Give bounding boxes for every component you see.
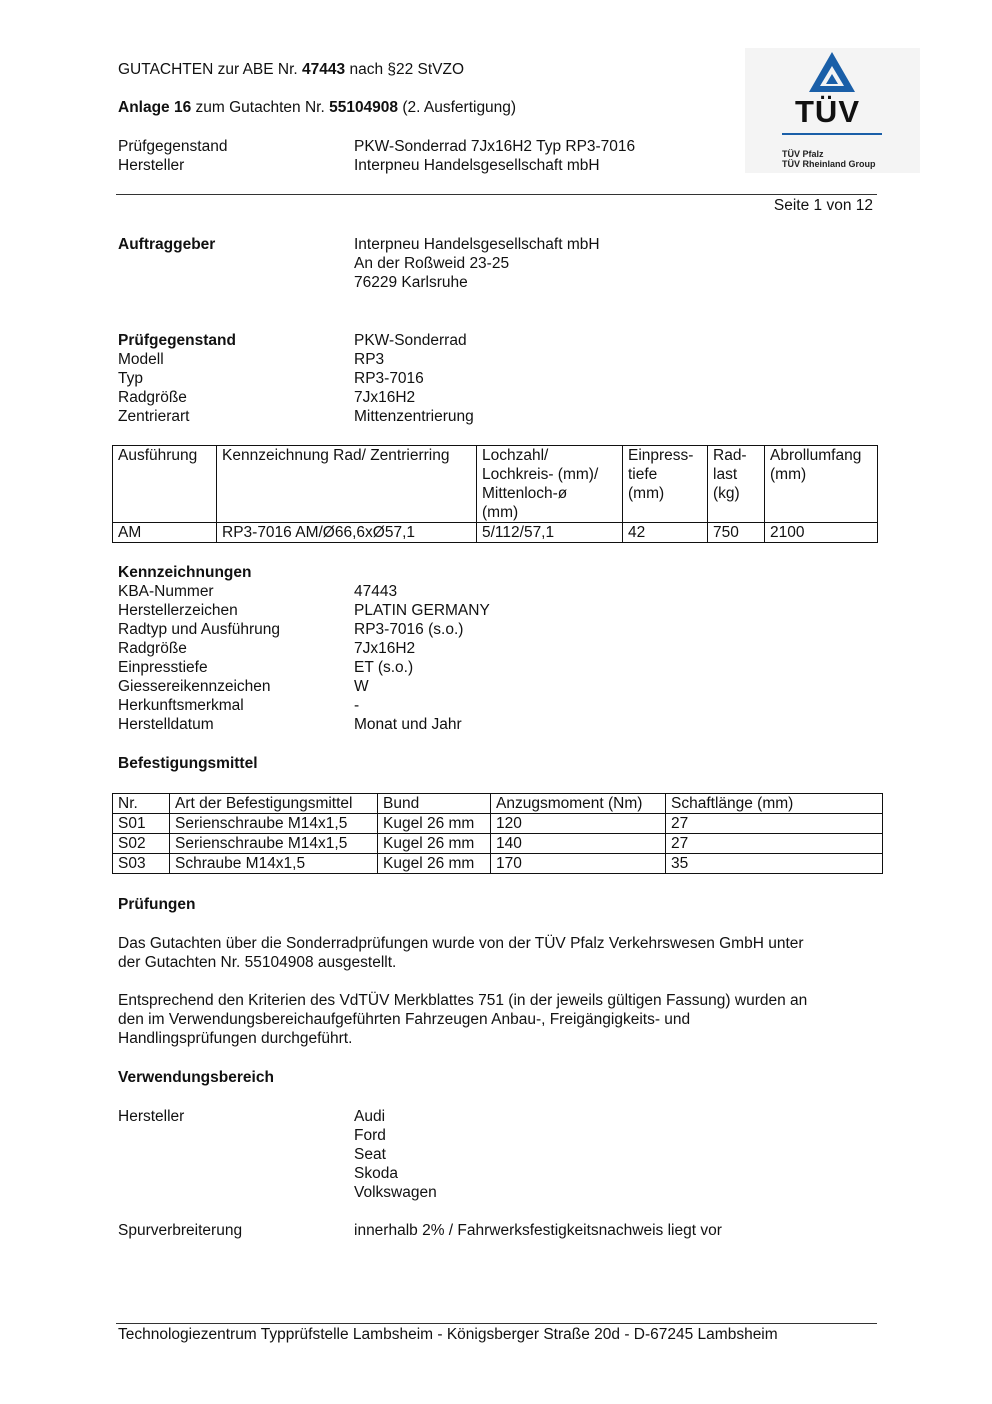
table-cell: 27 — [666, 814, 883, 834]
table-cell: Kugel 26 mm — [378, 834, 491, 854]
table-row — [113, 523, 878, 543]
radtyp-label: Radtyp und Ausführung — [118, 621, 281, 638]
tuev-logo — [745, 48, 920, 173]
table-row — [113, 834, 883, 854]
hersteller-item: Volkswagen — [354, 1184, 437, 1201]
pruefungen-para1-line2: der Gutachten Nr. 55104908 ausgestellt. — [118, 954, 397, 971]
hersteller-value: Interpneu Handelsgesellschaft mbH — [354, 157, 600, 174]
herstelldatum-value: Monat und Jahr — [354, 716, 462, 733]
radgroesse2-label: Radgröße — [118, 640, 187, 657]
table-cell: 42 — [623, 523, 708, 543]
giesserei-label: Giessereikennzeichen — [118, 678, 271, 695]
ausfuehrung-table — [112, 445, 878, 543]
herstellerzeichen-value: PLATIN GERMANY — [354, 602, 490, 619]
kennzeichnungen-heading: Kennzeichnungen — [118, 564, 252, 581]
herkunft-label: Herkunftsmerkmal — [118, 697, 244, 714]
verwendungsbereich-heading: Verwendungsbereich — [118, 1069, 274, 1086]
auftraggeber-line-1: Interpneu Handelsgesellschaft mbH — [354, 236, 600, 253]
radgroesse-label: Radgröße — [118, 389, 187, 406]
pruefgegenstand-heading-value: PKW-Sonderrad — [354, 332, 467, 349]
modell-value: RP3 — [354, 351, 385, 368]
pruefungen-para2-line2: den im Verwendungsbereichaufgeführten Fahrzeugen Anbau-, Freigängigkeits- und — [118, 1011, 691, 1028]
anlage-label: Anlage 16 — [118, 99, 192, 116]
table-cell: 120 — [491, 814, 666, 834]
table-cell: 27 — [666, 834, 883, 854]
table-cell: 5/112/57,1 — [477, 523, 623, 543]
kba-label: KBA-Nummer — [118, 583, 214, 600]
table-row — [113, 814, 883, 834]
table-cell: 140 — [491, 834, 666, 854]
table-cell: S02 — [113, 834, 170, 854]
pruefungen-para2-line3: Handlingsprüfungen durchgeführt. — [118, 1030, 353, 1047]
modell-label: Modell — [118, 351, 164, 368]
tuev-wordmark: TÜV — [795, 94, 860, 129]
hersteller-item: Seat — [354, 1146, 386, 1163]
header-cell: Nr. — [113, 794, 170, 814]
document-title: GUTACHTEN zur ABE Nr. 47443 nach §22 StVZO — [118, 61, 465, 78]
table-cell: Kugel 26 mm — [378, 814, 491, 834]
befestigung-table — [112, 793, 883, 874]
table-cell: 750 — [708, 523, 765, 543]
giesserei-value: W — [354, 678, 369, 695]
table-cell: S01 — [113, 814, 170, 834]
table-cell: Serienschraube M14x1,5 — [170, 814, 378, 834]
table-cell: 35 — [666, 854, 883, 874]
header-cell: Anzugsmoment (Nm) — [491, 794, 666, 814]
herkunft-value: - — [354, 697, 360, 714]
einpresstiefe-value: ET (s.o.) — [354, 659, 414, 676]
auftraggeber-line-3: 76229 Karlsruhe — [354, 274, 468, 291]
hersteller-item: Ford — [354, 1127, 386, 1144]
herstellerzeichen-label: Herstellerzeichen — [118, 602, 238, 619]
auftraggeber-line-2: An der Roßweid 23-25 — [354, 255, 510, 272]
tuev-rheinland: TÜV Rheinland Group — [782, 159, 876, 169]
pruefungen-para1-line1: Das Gutachten über die Sonderradprüfungen wurde von der TÜV Pfalz Verkehrswesen GmbH unter — [118, 935, 804, 952]
zentrierart-label: Zentrierart — [118, 408, 190, 425]
header-cell: Ausführung — [113, 446, 217, 523]
hersteller-item: Audi — [354, 1108, 386, 1125]
table-cell: AM — [113, 523, 217, 543]
hersteller-item: Skoda — [354, 1165, 398, 1182]
footer-divider — [116, 1323, 877, 1324]
header-cell: Kennzeichnung Rad/ Zentrierring — [217, 446, 477, 523]
radtyp-value: RP3-7016 (s.o.) — [354, 621, 464, 638]
header-cell: Lochzahl/ Lochkreis- (mm)/ Mittenloch-ø (mm) — [477, 446, 623, 523]
radgroesse2-value: 7Jx16H2 — [354, 640, 416, 657]
anlage-line: Anlage 16 zum Gutachten Nr. 55104908 (2. Ausfertigung) — [118, 99, 517, 116]
gutachten-number: 55104908 — [329, 99, 399, 116]
einpresstiefe-label: Einpresstiefe — [118, 659, 208, 676]
typ-label: Typ — [118, 370, 143, 387]
pruefgegenstand-heading: Prüfgegenstand — [118, 332, 236, 349]
verwendung-hersteller-label: Hersteller — [118, 1108, 185, 1125]
pruefgegenstand-value: PKW-Sonderrad 7Jx16H2 Typ RP3-7016 — [354, 138, 636, 155]
header-cell: Bund — [378, 794, 491, 814]
abe-number: 47443 — [302, 61, 346, 78]
header-cell: Rad- last (kg) — [708, 446, 765, 523]
table-cell: S03 — [113, 854, 170, 874]
pruefungen-para2-line1: Entsprechend den Kriterien des VdTÜV Merkblattes 751 (in der jeweils gültigen Fassung) wurden an — [118, 992, 808, 1009]
table-header-row — [113, 446, 878, 523]
auftraggeber-label: Auftraggeber — [118, 236, 216, 253]
header-cell: Schaftlänge (mm) — [666, 794, 883, 814]
hersteller-label: Hersteller — [118, 157, 185, 174]
table-cell: Serienschraube M14x1,5 — [170, 834, 378, 854]
header-divider — [116, 194, 877, 195]
header-cell: Art der Befestigungsmittel — [170, 794, 378, 814]
table-header-row — [113, 794, 883, 814]
typ-value: RP3-7016 — [354, 370, 424, 387]
befestigung-heading: Befestigungsmittel — [118, 755, 258, 772]
radgroesse-value: 7Jx16H2 — [354, 389, 416, 406]
table-cell: 170 — [491, 854, 666, 874]
tuev-pfalz: TÜV Pfalz — [782, 149, 824, 159]
zentrierart-value: Mittenzentrierung — [354, 408, 474, 425]
pruefungen-heading: Prüfungen — [118, 896, 196, 913]
header-cell: Einpress- tiefe (mm) — [623, 446, 708, 523]
table-cell: Kugel 26 mm — [378, 854, 491, 874]
page-number: Seite 1 von 12 — [773, 197, 873, 214]
kba-value: 47443 — [354, 583, 398, 600]
herstelldatum-label: Herstelldatum — [118, 716, 214, 733]
table-cell: Schraube M14x1,5 — [170, 854, 378, 874]
pruefgegenstand-label: Prüfgegenstand — [118, 138, 228, 155]
spurverbreiterung-label: Spurverbreiterung — [118, 1222, 243, 1239]
spurverbreiterung-value: innerhalb 2% / Fahrwerksfestigkeitsnachweis liegt vor — [354, 1222, 722, 1239]
header-cell: Abrollumfang (mm) — [765, 446, 878, 523]
table-cell: 2100 — [765, 523, 878, 543]
table-cell: RP3-7016 AM/Ø66,6xØ57,1 — [217, 523, 477, 543]
footer-address: Technologiezentrum Typprüfstelle Lambsheim - Königsberger Straße 20d - D-67245 Lambsheim — [118, 1326, 778, 1343]
table-row — [113, 854, 883, 874]
